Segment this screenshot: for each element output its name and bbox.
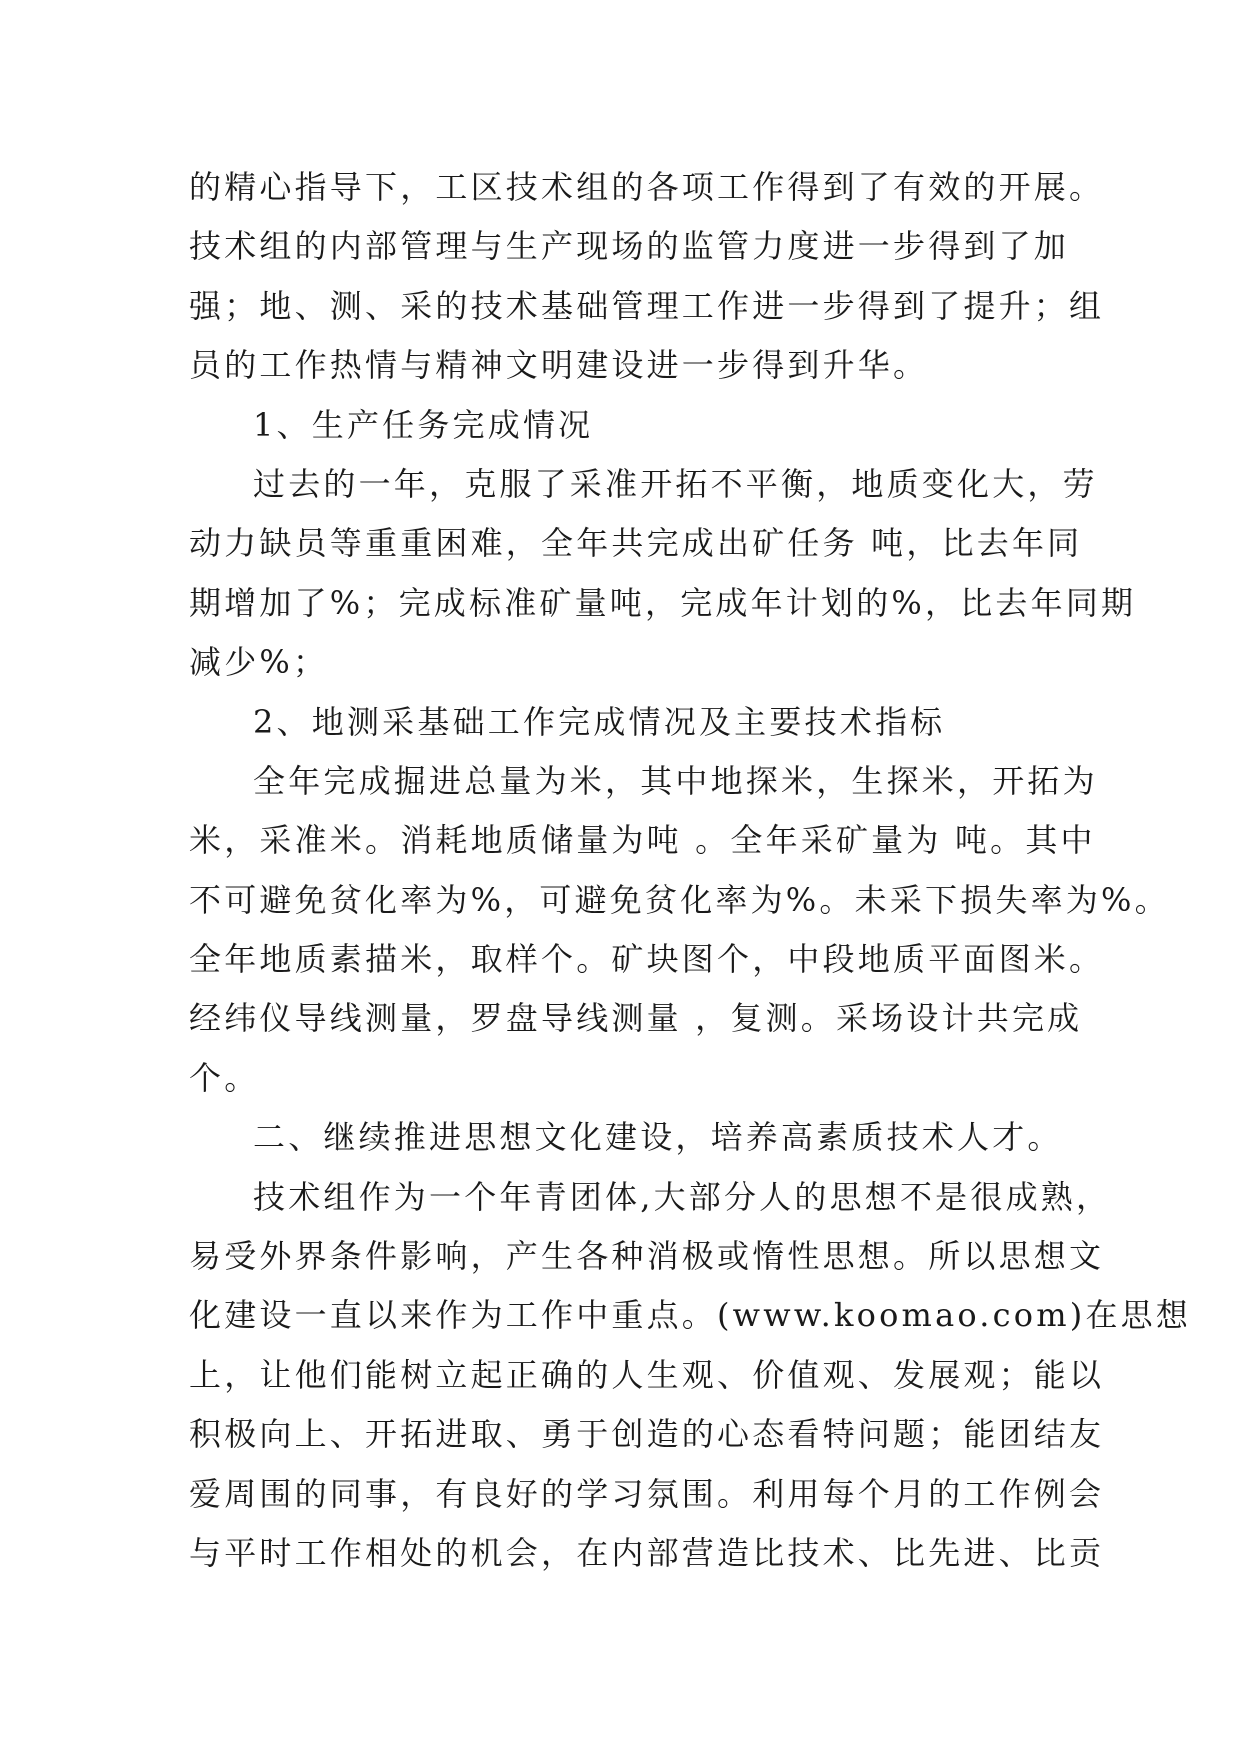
- text-line: 不可避免贫化率为%，可避免贫化率为%。未采下损失率为%。: [189, 880, 1170, 919]
- text-line: 动力缺员等重重困难，全年共完成出矿任务 吨，比去年同: [189, 524, 1083, 563]
- paragraph-first-line: 全年完成掘进总量为米，其中地探米，生探米，开拓为: [253, 761, 1098, 800]
- text-line: 强；地、测、采的技术基础管理工作进一步得到了提升；组: [189, 286, 1105, 325]
- text-line: 与平时工作相处的机会，在内部营造比技术、比先进、比贡: [189, 1533, 1105, 1572]
- paragraph-first-line: 技术组作为一个年青团体,大部分人的思想不是很成熟，: [253, 1177, 1112, 1216]
- paragraph-first-line: 过去的一年，克服了采准开拓不平衡，地质变化大，劳: [253, 464, 1098, 503]
- body-text: [189, 158, 1192, 1583]
- text-line: 减少%；: [189, 643, 329, 682]
- text-line: 易受外界条件影响，产生各种消极或惰性思想。所以思想文: [189, 1237, 1105, 1276]
- text-line: 米，采准米。消耗地质储量为吨 。全年采矿量为 吨。其中: [189, 821, 1096, 860]
- text-line: 员的工作热情与精神文明建设进一步得到升华。: [189, 346, 929, 385]
- text-line: 技术组的内部管理与生产现场的监管力度进一步得到了加: [189, 227, 1070, 266]
- text-line: 个。: [189, 1058, 260, 1097]
- text-line: 化建设一直以来作为工作中重点。(www.koomao.com)在思想: [189, 1296, 1192, 1335]
- text-line: 积极向上、开拓进取、勇于创造的心态看特问题；能团结友: [189, 1415, 1105, 1454]
- section-heading: 1、生产任务完成情况: [253, 405, 594, 444]
- section-heading: 二、继续推进思想文化建设，培养高素质技术人才。: [253, 1118, 1063, 1157]
- text-line: 的精心指导下，工区技术组的各项工作得到了有效的开展。: [189, 168, 1105, 206]
- text-line: 全年地质素描米，取样个。矿块图个，中段地质平面图米。: [189, 940, 1105, 979]
- text-line: 爱周围的同事，有良好的学习氛围。利用每个月的工作例会: [189, 1474, 1105, 1513]
- text-line: 经纬仪导线测量，罗盘导线测量 ，复测。采场设计共完成: [189, 999, 1083, 1038]
- text-line: 上，让他们能树立起正确的人生观、价值观、发展观；能以: [189, 1355, 1105, 1394]
- section-heading: 2、地测采基础工作完成情况及主要技术指标: [253, 702, 946, 741]
- text-line: 期增加了%；完成标准矿量吨，完成年计划的%，比去年同期: [189, 583, 1137, 622]
